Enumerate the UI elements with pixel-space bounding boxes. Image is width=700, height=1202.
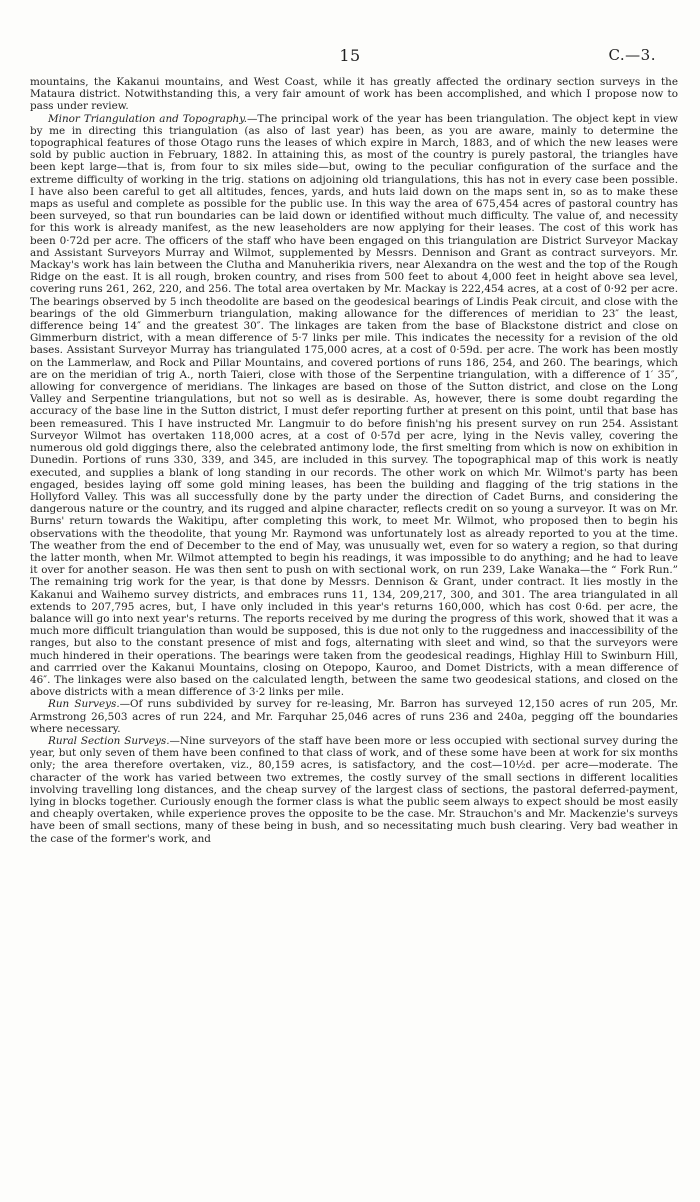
page-number: 15	[339, 46, 361, 65]
paragraph-text: —Of runs subdivided by survey for re-leasing, Mr. Barron has surveyed 12,150 acres of run 205, Mr. Armstrong 26,503 acres of run 224, and Mr. Farquhar 25,046 acres of runs 236 and 240a, pegging off the boundaries where necessary.	[30, 698, 679, 735]
page-header	[0, 46, 700, 68]
paragraph-text: —The principal work of the year has been triangulation. The object kept in view by me in directing this triangulation (as also of last year) has been, as you are aware, mainly to determine the topographical features of those Otago runs the leases of which expire in March, 1883, and of which the new leases were sold by public auction in February, 1882. In attaining this, as most of the country is purely pastoral, the triangles have been kept large—that is, from four to six miles side—but, owing to the peculiar configuration of the surface and the extreme difficulty of working in the trig. stations on adjoining old triangulations, this has not in every case been possible. I have also been careful to get all altitudes, fences, yards, and huts laid down on the maps sent in, so as to make these maps as useful and complete as possible for the public use. In this way the area of 675,454 acres of pastoral country has been surveyed, so that run boundaries can be laid down or identified without much difficulty. The value of, and necessity for this work is already manifest, as the new leaseholders are now applying for their leases. The cost of this work has been 0·72d per acre. The officers of the staff who have been engaged on this triangulation are District Surveyor Mackay and Assistant Surveyors Murray and Wilmot, supplemented by Messrs. Dennison and Grant as contract surveyors. Mr. Mackay's work has lain between the Clutha and Manuherikia rivers, near Alexandra on the west and the top of the Rough Ridge on the east. It is all rough, broken country, and rises from 500 feet to about 4,000 feet in height above sea level, covering runs 261, 262, 220, and 256. The total area overtaken by Mr. Mackay is 222,454 acres, at a cost of 0·92 per acre. The bearings observed by 5 inch theodolite are based on the geodesical bearings of Lindis Peak circuit, and close with the bearings of the old Gimmerburn triangulation, making allowance for the differences of meridian to 23″ the least, difference being 14″ and the greatest 30″. The linkages are taken from the base of Blackstone district and close on Gimmerburn district, with a mean difference of 5·7 links per mile. This indicates the necessity for a revision of the old bases. Assistant Surveyor Murray has triangulated 175,000 acres, at a cost of 0·59d. per acre. The work has been mostly on the Lammerlaw, and Rock and Pillar Mountains, and covered portions of runs 186, 254, and 260. The bearings, which are on the meridian of trig A., north Taieri, close with those of the Serpentine triangulation, with a difference of 1′ 35″, allowing for convergence of meridians. The linkages are based on those of the Sutton district, and close on the Long Valley and Serpentine triangulations, but not so well as is desirable. As, however, there is some doubt regarding the accuracy of the base line in the Sutton district, I must defer reporting further at present on this point, until that base has been remeasured. This I have instructed Mr. Langmuir to do before finish'ng his present survey on run 254. Assistant Surveyor Wilmot has overtaken 118,000 acres, at a cost of 0·57d per acre, lying in the Nevis valley, covering the numerous old gold diggings there, also the celebrated antimony lode, the first smelting from which is now on exhibition in Dunedin. Portions of runs 330, 339, and 345, are included in this survey. The topographical map of this work is neatly executed, and supplies a blank of long standing in our records. The other work on which Mr. Wilmot's party has been engaged, besides laying off some gold mining leases, has been the building and flagging of the trig stations in the Hollyford Valley. This was all successfully done by the party under the direction of Cadet Burns, and considering the dangerous nature or the country, and its rugged and alpine character, reflects credit on so young a surveyor. It was on Mr. Burns' return towards the Wakitipu, after completing this work, to meet Mr. Wilmot, who proposed then to begin his observations with the theodolite, that young Mr. Raymond was unfortunately lost as already reported to you at the time. The weather from the end of December to the end of May, was unusually wet, even for so watery a region, so that during the latter month, when Mr. Wilmot attempted to begin his readings, it was impossible to do anything; and he had to leave it over for another season. He was then sent to push on with sectional work, on run 239, Lake Wanaka—the “ Fork Run.” The remaining trig work for the year, is that done by Messrs. Dennison & Grant, under contract. It lies mostly in the Kakanui and Waihemo survey districts, and embraces runs 11, 134, 209,217, 300, and 301. The area triangulated in all extends to 207,795 acres, but, I have only included in this year's returns 160,000, which has cost 0·6d. per acre, the balance will go into next year's returns. The reports received by me during the progress of this work, showed that it was a much more difficult triangulation than would be supposed, this is due not only to the ruggedness and inaccessibility of the ranges, but also to the constant presence of mist and fogs, alternating with sleet and wind, so that the surveyors were much hindered in their operations. The bearings were taken from the geodesical readings, Highlay Hill to Swinburn Hill, and carrried over the Kakanui Mountains, closing on Otepopo, Kauroo, and Domet Districts, with a mean difference of 46″. The linkages were also based on the calculated length, between the same two geodesical stations, and closed on the above districts with a mean difference of 3·2 links per mile.	[30, 112, 678, 699]
section-heading: Rural Section Surveys.	[48, 734, 170, 747]
paragraph-run-surveys	[30, 698, 678, 735]
paragraph-text: —Nine surveyors of the staff have been more or less occupied with sectional survey during the year, but only seven of them have been confined to that class of work, and of these some have been at work for six months only; the area therefore overtaken, viz., 80,159 acres, is satisfactory, and the cost—10½d. per acre—moderate. The character of the work has varied between two extremes, the costly survey of the small sections in different localities involving travelling long distances, and the cheap survey of the largest class of sections, the pastoral deferred-payment, lying in blocks together. Curiously enough the former class is what the public seem always to expect should be most easily and cheaply overtaken, while experience proves the opposite to be the case. Mr. Strauchon's and Mr. Mackenzie's surveys have been of small sections, many of these being in bush, and so necessitating much bush clearing. Very bad weather in the case of the former's work, and	[30, 734, 678, 845]
paragraph-rural-section-surveys	[30, 735, 678, 845]
section-heading: Minor Triangulation and Topography.	[48, 112, 248, 125]
report-body	[30, 76, 678, 845]
section-heading: Run Surveys.	[48, 698, 120, 711]
document-reference: C.—3.	[608, 46, 656, 64]
paragraph-intro	[30, 76, 678, 113]
paragraph-minor-triangulation	[30, 113, 678, 699]
paragraph-text: mountains, the Kakanui mountains, and West Coast, while it has greatly affected the ordinary section surveys in the Mataura district. Notwithstanding this, a very fair amount of work has been accomplished, and which I propose now to pass under review.	[30, 76, 678, 113]
